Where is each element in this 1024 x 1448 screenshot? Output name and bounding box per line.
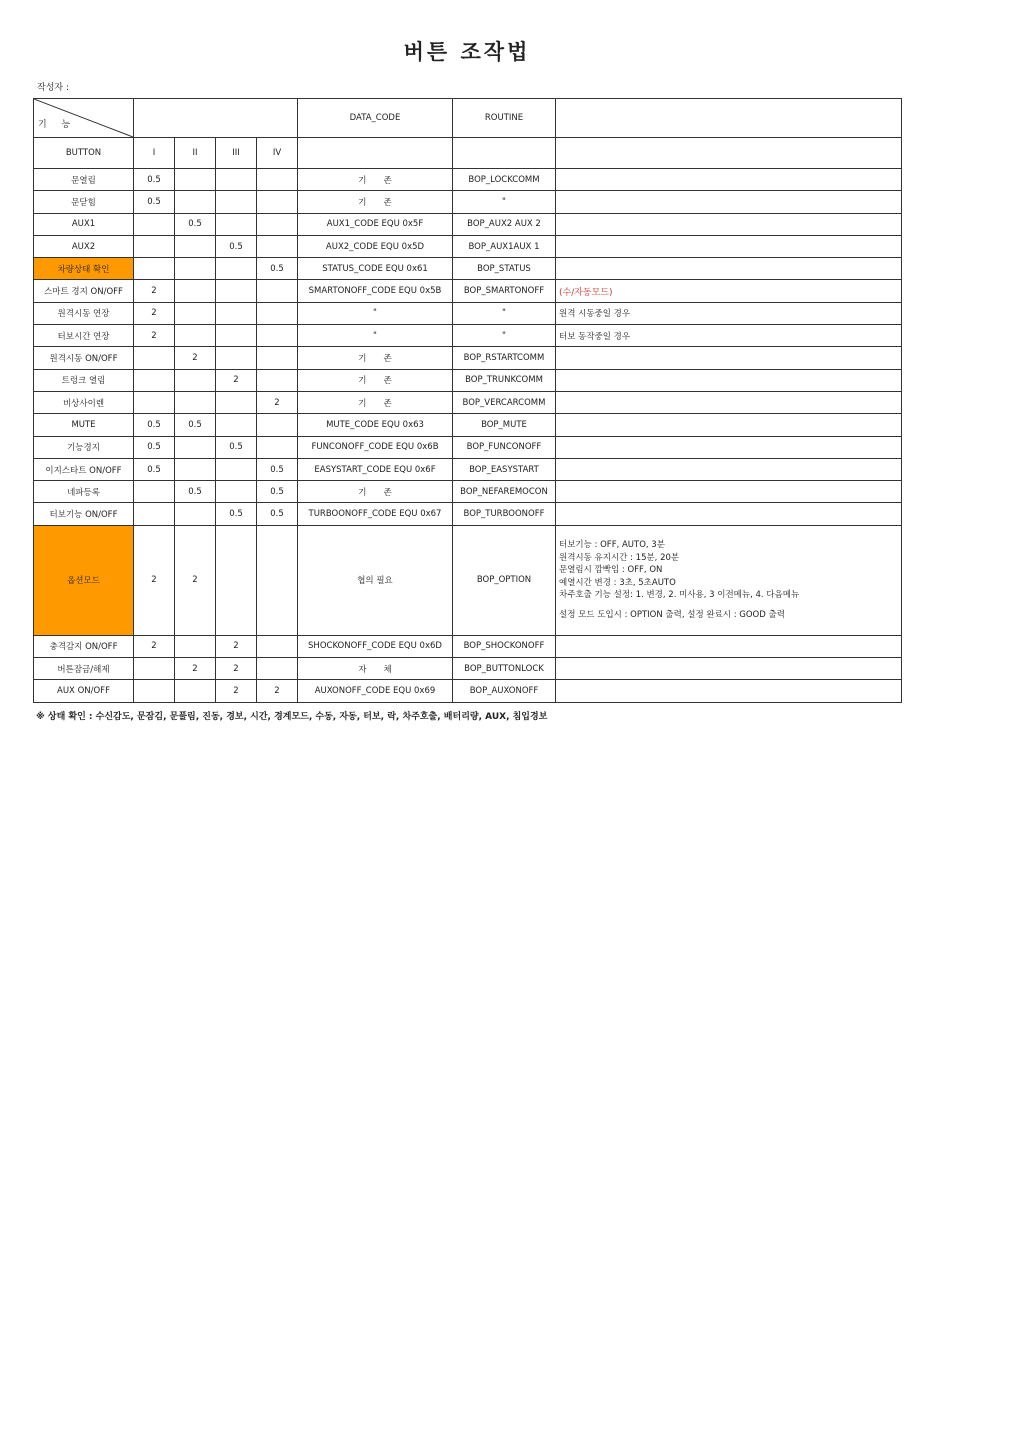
table-row bbox=[34, 258, 902, 280]
table-row bbox=[34, 302, 902, 324]
note-cell: 원격 시동중일 경우 bbox=[556, 302, 902, 324]
header-routine: ROUTINE bbox=[453, 99, 556, 138]
button-duration-cell bbox=[134, 347, 175, 369]
button-duration-cell: 0.5 bbox=[134, 414, 175, 436]
button-duration-cell: 2 bbox=[216, 680, 257, 702]
note-cell bbox=[556, 481, 902, 503]
table-row bbox=[34, 347, 902, 369]
button-duration-cell bbox=[175, 680, 216, 702]
button-duration-cell: 0.5 bbox=[175, 414, 216, 436]
blank-cell bbox=[556, 138, 902, 169]
function-name: MUTE bbox=[34, 414, 134, 436]
table-row bbox=[34, 369, 902, 391]
button-duration-cell bbox=[175, 391, 216, 413]
routine-cell: BOP_BUTTONLOCK bbox=[453, 658, 556, 680]
note-cell bbox=[556, 680, 902, 702]
routine-cell: BOP_LOCKCOMM bbox=[453, 169, 556, 191]
function-name: AUX2 bbox=[34, 235, 134, 257]
button-duration-cell bbox=[216, 458, 257, 480]
blank-cell bbox=[453, 138, 556, 169]
button-duration-cell bbox=[134, 369, 175, 391]
button-duration-cell: 0.5 bbox=[257, 458, 298, 480]
function-name: 문닫힘 bbox=[34, 191, 134, 213]
footnote: ※ 상태 확인 : 수신감도, 문잠김, 문풀림, 진동, 경보, 시간, 경계모드, 수동, 자동, 터보, 락, 차주호출, 배터리량, AUX, 침입경보 bbox=[36, 712, 548, 722]
button-duration-cell: 2 bbox=[257, 391, 298, 413]
button-duration-cell: 2 bbox=[175, 347, 216, 369]
button-duration-cell bbox=[257, 213, 298, 235]
note-cell bbox=[556, 436, 902, 458]
function-name: 옵션모드 bbox=[34, 525, 134, 635]
page-title: 버튼 조작법 bbox=[403, 40, 531, 64]
note-cell bbox=[556, 503, 902, 525]
routine-cell: BOP_NEFAREMOCON bbox=[453, 481, 556, 503]
button-duration-cell: 0.5 bbox=[134, 458, 175, 480]
button-duration-cell bbox=[257, 235, 298, 257]
routine-cell: BOP_TURBOONOFF bbox=[453, 503, 556, 525]
function-name: 터보기능 ON/OFF bbox=[34, 503, 134, 525]
routine-cell: BOP_VERCARCOMM bbox=[453, 391, 556, 413]
data-code-cell: AUXONOFF_CODE EQU 0x69 bbox=[298, 680, 453, 702]
button-duration-cell bbox=[257, 658, 298, 680]
button-duration-cell: 2 bbox=[134, 302, 175, 324]
note-cell bbox=[556, 458, 902, 480]
data-code-cell: " bbox=[298, 302, 453, 324]
table-row bbox=[34, 481, 902, 503]
button-duration-cell: 2 bbox=[175, 525, 216, 635]
button-duration-cell bbox=[257, 525, 298, 635]
button-duration-cell bbox=[257, 302, 298, 324]
button-duration-cell bbox=[216, 191, 257, 213]
button-duration-cell: 0.5 bbox=[216, 503, 257, 525]
routine-cell: BOP_OPTION bbox=[453, 525, 556, 635]
header-data-code: DATA_CODE bbox=[298, 99, 453, 138]
function-name: 이지스타트 ON/OFF bbox=[34, 458, 134, 480]
note-cell bbox=[556, 191, 902, 213]
button-duration-cell bbox=[257, 280, 298, 302]
data-code-cell: 자 체 bbox=[298, 658, 453, 680]
button-duration-cell bbox=[134, 258, 175, 280]
data-code-cell: 협의 필요 bbox=[298, 525, 453, 635]
function-name: 스마트 경지 ON/OFF bbox=[34, 280, 134, 302]
function-name: 네파등록 bbox=[34, 481, 134, 503]
button-duration-cell bbox=[257, 347, 298, 369]
button-header-row bbox=[34, 138, 902, 169]
routine-cell: BOP_SMARTONOFF bbox=[453, 280, 556, 302]
data-code-cell: SMARTONOFF_CODE EQU 0x5B bbox=[298, 280, 453, 302]
button-duration-cell: 0.5 bbox=[134, 191, 175, 213]
function-name: 버튼잠금/해제 bbox=[34, 658, 134, 680]
button-duration-cell bbox=[216, 325, 257, 347]
routine-cell: " bbox=[453, 191, 556, 213]
button-duration-cell bbox=[257, 325, 298, 347]
header-row bbox=[34, 99, 902, 138]
data-code-cell: EASYSTART_CODE EQU 0x6F bbox=[298, 458, 453, 480]
button-duration-cell bbox=[257, 369, 298, 391]
routine-cell: " bbox=[453, 325, 556, 347]
data-code-cell: 기 존 bbox=[298, 169, 453, 191]
button-duration-cell bbox=[175, 458, 216, 480]
table-row bbox=[34, 169, 902, 191]
table-row bbox=[34, 391, 902, 413]
button-ii: II bbox=[175, 138, 216, 169]
button-duration-cell bbox=[216, 414, 257, 436]
button-duration-cell: 0.5 bbox=[216, 235, 257, 257]
table-row bbox=[34, 635, 902, 657]
button-duration-cell bbox=[134, 503, 175, 525]
button-duration-cell bbox=[216, 280, 257, 302]
button-duration-cell: 0.5 bbox=[134, 169, 175, 191]
note-cell bbox=[556, 658, 902, 680]
header-blank bbox=[134, 99, 298, 138]
routine-cell: BOP_SHOCKONOFF bbox=[453, 635, 556, 657]
function-name: 차량상태 확인 bbox=[34, 258, 134, 280]
note-cell bbox=[556, 369, 902, 391]
button-duration-cell: 0.5 bbox=[175, 213, 216, 235]
corner-cell bbox=[34, 99, 134, 138]
button-duration-cell bbox=[175, 169, 216, 191]
button-duration-cell bbox=[216, 213, 257, 235]
button-duration-cell: 2 bbox=[134, 280, 175, 302]
option-note-line: 터보기능 : OFF, AUTO, 3분 bbox=[559, 540, 665, 551]
note-cell bbox=[556, 635, 902, 657]
button-iv: IV bbox=[257, 138, 298, 169]
option-notes-cell bbox=[556, 525, 902, 635]
table-row bbox=[34, 680, 902, 702]
routine-cell: BOP_EASYSTART bbox=[453, 458, 556, 480]
function-name: 기능경지 bbox=[34, 436, 134, 458]
function-name: AUX1 bbox=[34, 213, 134, 235]
corner-label: 기 능 bbox=[38, 120, 77, 130]
note-cell bbox=[556, 213, 902, 235]
table-row bbox=[34, 280, 902, 302]
note-cell bbox=[556, 169, 902, 191]
function-name: 터보시간 연장 bbox=[34, 325, 134, 347]
data-code-cell: AUX2_CODE EQU 0x5D bbox=[298, 235, 453, 257]
note-cell: (수/자동모드) bbox=[556, 280, 902, 302]
data-code-cell: 기 존 bbox=[298, 191, 453, 213]
function-name: 문열림 bbox=[34, 169, 134, 191]
button-duration-cell: 2 bbox=[216, 369, 257, 391]
function-name: 원격시동 연장 bbox=[34, 302, 134, 324]
routine-cell: BOP_TRUNKCOMM bbox=[453, 369, 556, 391]
table-row bbox=[34, 235, 902, 257]
table-row bbox=[34, 658, 902, 680]
button-duration-cell bbox=[175, 635, 216, 657]
button-duration-cell bbox=[175, 436, 216, 458]
button-duration-cell bbox=[175, 191, 216, 213]
button-duration-cell bbox=[175, 258, 216, 280]
note-cell bbox=[556, 235, 902, 257]
table-row bbox=[34, 436, 902, 458]
button-duration-cell bbox=[257, 191, 298, 213]
option-note-line: 문열림시 깜빡임 : OFF, ON bbox=[559, 565, 663, 576]
table-row bbox=[34, 325, 902, 347]
button-duration-cell: 2 bbox=[134, 635, 175, 657]
data-code-cell: MUTE_CODE EQU 0x63 bbox=[298, 414, 453, 436]
data-code-cell: TURBOONOFF_CODE EQU 0x67 bbox=[298, 503, 453, 525]
data-code-cell: 기 존 bbox=[298, 391, 453, 413]
button-duration-cell: 0.5 bbox=[134, 436, 175, 458]
option-note-extra: 설정 모드 도입시 : OPTION 출력, 설정 완료시 : GOOD 출력 bbox=[559, 609, 785, 620]
function-name: 원격시동 ON/OFF bbox=[34, 347, 134, 369]
option-note-line: 원격시동 유지시간 : 15분, 20분 bbox=[559, 552, 680, 563]
button-duration-cell bbox=[216, 258, 257, 280]
button-duration-cell: 2 bbox=[257, 680, 298, 702]
button-duration-cell bbox=[175, 503, 216, 525]
routine-cell: BOP_AUX1AUX 1 bbox=[453, 235, 556, 257]
button-label: BUTTON bbox=[34, 138, 134, 169]
button-duration-cell: 0.5 bbox=[257, 481, 298, 503]
button-duration-cell bbox=[134, 658, 175, 680]
data-code-cell: SHOCKONOFF_CODE EQU 0x6D bbox=[298, 635, 453, 657]
button-duration-cell bbox=[257, 169, 298, 191]
function-name: AUX ON/OFF bbox=[34, 680, 134, 702]
data-code-cell: AUX1_CODE EQU 0x5F bbox=[298, 213, 453, 235]
routine-cell: BOP_AUX2 AUX 2 bbox=[453, 213, 556, 235]
table-row bbox=[34, 503, 902, 525]
button-duration-cell: 0.5 bbox=[175, 481, 216, 503]
button-duration-cell: 0.5 bbox=[257, 258, 298, 280]
button-duration-cell: 0.5 bbox=[257, 503, 298, 525]
blank-cell bbox=[298, 138, 453, 169]
routine-cell: BOP_MUTE bbox=[453, 414, 556, 436]
button-duration-cell bbox=[216, 391, 257, 413]
button-duration-cell bbox=[175, 369, 216, 391]
button-i: I bbox=[134, 138, 175, 169]
data-code-cell: 기 존 bbox=[298, 481, 453, 503]
author-label: 작성자 : bbox=[37, 83, 69, 93]
option-note-line: 차주호출 기능 설정: 1. 변경, 2. 미사용, 3 이전메뉴, 4. 다음메뉴 bbox=[559, 590, 800, 601]
button-duration-cell bbox=[257, 635, 298, 657]
button-duration-cell bbox=[134, 391, 175, 413]
button-duration-cell bbox=[257, 436, 298, 458]
header-notes bbox=[556, 99, 902, 138]
button-duration-cell bbox=[175, 325, 216, 347]
routine-cell: " bbox=[453, 302, 556, 324]
button-duration-cell: 2 bbox=[134, 325, 175, 347]
button-duration-cell: 2 bbox=[175, 658, 216, 680]
button-duration-cell bbox=[216, 525, 257, 635]
button-duration-cell bbox=[216, 302, 257, 324]
note-cell bbox=[556, 258, 902, 280]
table-row bbox=[34, 414, 902, 436]
routine-cell: BOP_STATUS bbox=[453, 258, 556, 280]
table-row bbox=[34, 213, 902, 235]
table-row bbox=[34, 458, 902, 480]
option-note-line: 예열시간 변경 : 3초, 5초AUTO bbox=[559, 577, 676, 588]
button-duration-cell bbox=[257, 414, 298, 436]
routine-cell: BOP_AUXONOFF bbox=[453, 680, 556, 702]
note-cell bbox=[556, 391, 902, 413]
button-duration-cell bbox=[134, 235, 175, 257]
routine-cell: BOP_FUNCONOFF bbox=[453, 436, 556, 458]
option-mode-row bbox=[34, 525, 902, 635]
button-duration-cell bbox=[175, 302, 216, 324]
button-iii: III bbox=[216, 138, 257, 169]
note-cell bbox=[556, 347, 902, 369]
button-duration-cell bbox=[216, 169, 257, 191]
button-duration-cell bbox=[134, 213, 175, 235]
button-duration-cell bbox=[134, 680, 175, 702]
function-name: 충격감지 ON/OFF bbox=[34, 635, 134, 657]
button-duration-cell bbox=[175, 280, 216, 302]
button-duration-cell bbox=[216, 347, 257, 369]
button-duration-cell: 2 bbox=[216, 635, 257, 657]
button-duration-cell: 0.5 bbox=[216, 436, 257, 458]
button-duration-cell bbox=[216, 481, 257, 503]
data-code-cell: " bbox=[298, 325, 453, 347]
button-operation-table bbox=[33, 98, 902, 703]
button-duration-cell: 2 bbox=[134, 525, 175, 635]
function-name: 트렁크 열림 bbox=[34, 369, 134, 391]
routine-cell: BOP_RSTARTCOMM bbox=[453, 347, 556, 369]
data-code-cell: STATUS_CODE EQU 0x61 bbox=[298, 258, 453, 280]
data-code-cell: 기 존 bbox=[298, 347, 453, 369]
button-duration-cell: 2 bbox=[216, 658, 257, 680]
note-cell bbox=[556, 414, 902, 436]
note-cell: 터보 동작중일 경우 bbox=[556, 325, 902, 347]
table-row bbox=[34, 191, 902, 213]
data-code-cell: FUNCONOFF_CODE EQU 0x6B bbox=[298, 436, 453, 458]
button-duration-cell bbox=[175, 235, 216, 257]
function-name: 비상사이렌 bbox=[34, 391, 134, 413]
button-duration-cell bbox=[134, 481, 175, 503]
data-code-cell: 기 존 bbox=[298, 369, 453, 391]
